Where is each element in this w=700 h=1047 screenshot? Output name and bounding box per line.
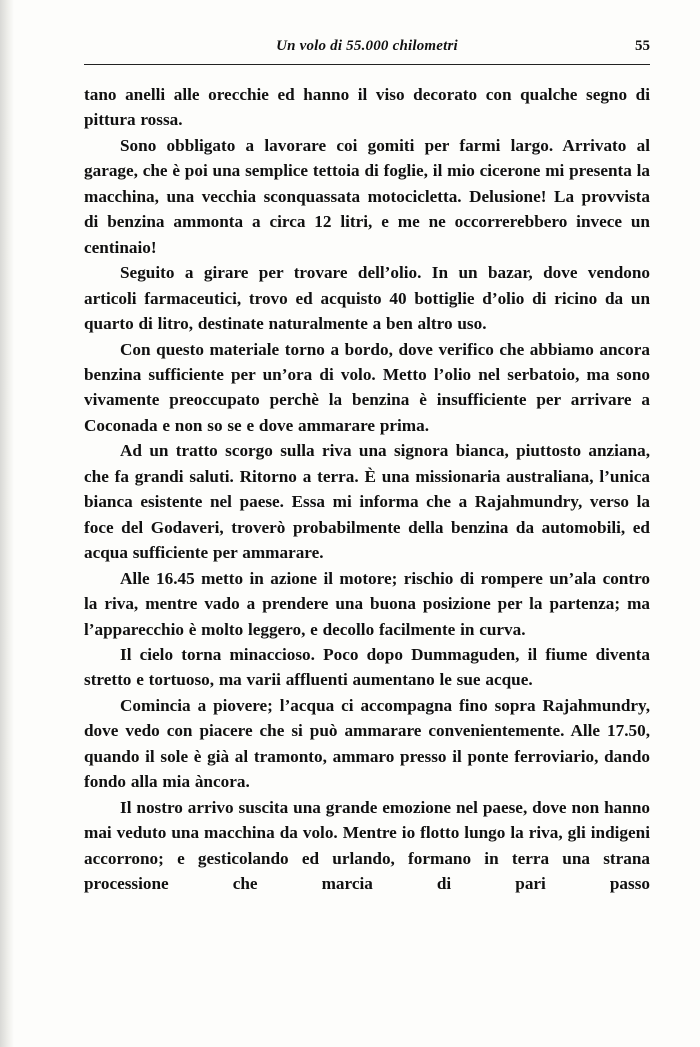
page-binding-shadow [0, 0, 14, 1047]
paragraph: Comincia a piovere; l’acqua ci accompagna fino sopra Rajahmundry, dove vedo con piacere che si può ammarare convenientemente. Alle 17.50, quando il sole è già al tramonto, ammaro presso il ponte ferroviario, dando fondo alla mia àncora. [84, 695, 650, 792]
paragraph: Il cielo torna minaccioso. Poco dopo Dummaguden, il fiume diventa stretto e tortuoso, ma varii affluenti aumentano le sue acque. [84, 644, 650, 690]
page-number: 55 [635, 38, 650, 54]
running-title: Un volo di 55.000 chilometri [276, 38, 458, 54]
body-text [84, 82, 650, 897]
paragraph: Sono obbligato a lavorare coi gomiti per farmi largo. Arrivato al garage, che è poi una semplice tettoia di foglie, il mio cicerone mi presenta la macchina, una vecchia sconquassata motocicletta. Delusione! La provvista di benzina ammonta a circa 12 litri, e me ne occorrerebbero invece un centinaio! [84, 135, 650, 257]
paragraph: Alle 16.45 metto in azione il motore; rischio di rompere un’ala contro la riva, mentre vado a prendere una buona posizione per la partenza; ma l’apparecchio è molto leggero, e decollo facilmente in curva. [84, 568, 650, 639]
paragraph: Ad un tratto scorgo sulla riva una signora bianca, piuttosto anziana, che fa grandi saluti. Ritorno a terra. È una missionaria australiana, l’unica bianca esistente nel paese. Essa mi informa che a Rajahmundry, verso la foce del Godaveri, troverò probabilmente della benzina da automobili, ed acqua sufficiente per ammarare. [84, 441, 650, 563]
paragraph: Seguito a girare per trovare dell’olio. In un bazar, dove vendono articoli farmaceutici, trovo ed acquisto 40 bottiglie d’olio di ricino da un quarto di litro, destinate naturalmente a ben altro uso. [84, 263, 650, 334]
paragraph-continued: tano anelli alle orecchie ed hanno il viso decorato con qualche segno di pittura rossa. [84, 85, 650, 130]
page-header [84, 34, 650, 65]
paragraph: Con questo materiale torno a bordo, dove verifico che abbiamo ancora benzina sufficiente per un’ora di volo. Metto l’olio nel serbatoio, ma sono vivamente preoccupato perchè la benzina è insufficiente per arrivare a Coconada e non so se e dove ammarare prima. [84, 339, 650, 435]
paragraph-continues-next-page: Il nostro arrivo suscita una grande emozione nel paese, dove non hanno mai veduto una macchina da volo. Mentre io flotto lungo la riva, gli indigeni accorrono; e gesticolando ed urlando, formano in terra una strana processione che marcia di pari passo [84, 797, 650, 894]
